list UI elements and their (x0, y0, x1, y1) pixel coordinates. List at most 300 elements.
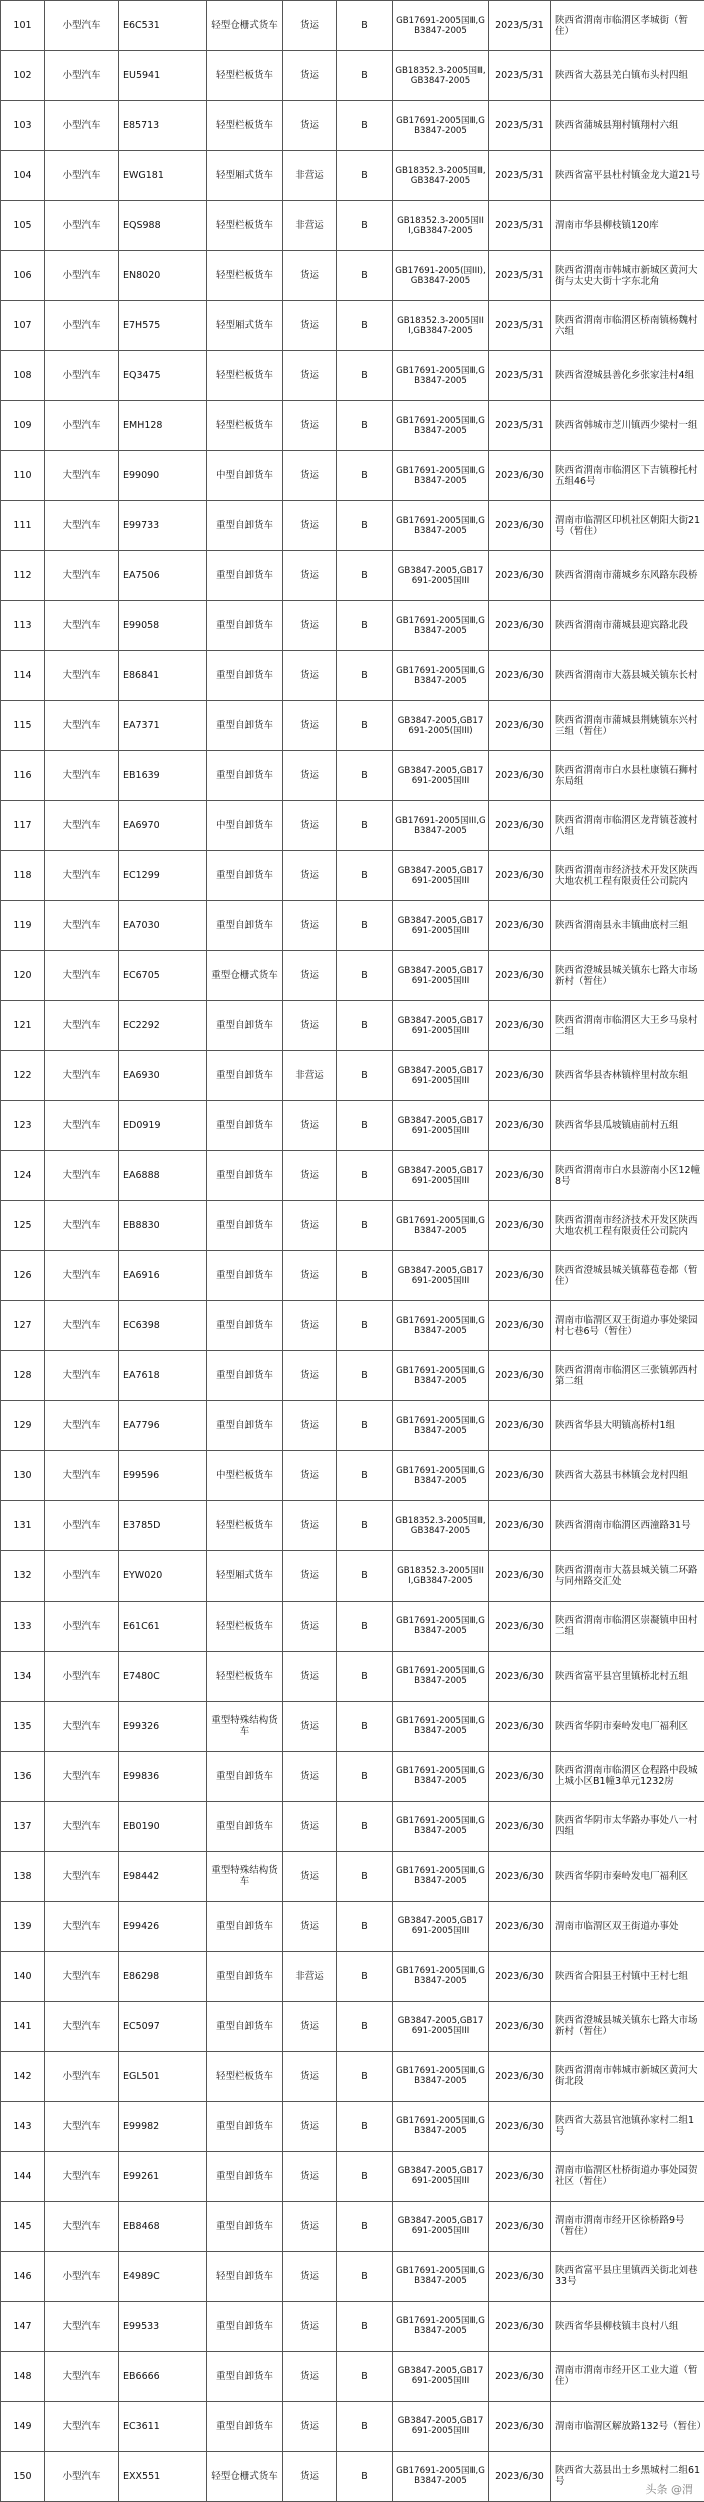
address-cell: 陕西省澄城县善化乡张家洼村4组 (551, 351, 704, 401)
vehicle-type-cell: 重型自卸货车 (207, 1751, 283, 1801)
vehicle-type-cell: 重型自卸货车 (207, 1901, 283, 1951)
plate-number-cell: EYW020 (119, 1551, 207, 1601)
vehicle-type-cell: 重型自卸货车 (207, 2151, 283, 2201)
license-class-cell: B (337, 1551, 393, 1601)
date-cell: 2023/6/30 (489, 1651, 551, 1701)
row-number-cell: 123 (1, 1101, 45, 1151)
emission-standard-cell: GB17691-2005国Ⅲ,GB3847-2005 (393, 2251, 489, 2301)
row-number-cell: 129 (1, 1401, 45, 1451)
vehicle-type-cell: 重型自卸货车 (207, 2001, 283, 2051)
date-cell: 2023/6/30 (489, 1701, 551, 1751)
date-cell: 2023/6/30 (489, 1201, 551, 1251)
emission-standard-cell: GB18352.3-2005国Ⅲ,GB3847-2005 (393, 51, 489, 101)
plate-number-cell: EN8020 (119, 251, 207, 301)
row-number-cell: 137 (1, 1801, 45, 1851)
vehicle-class-cell: 大型汽车 (45, 1801, 119, 1851)
usage-cell: 货运 (283, 1, 337, 51)
license-class-cell: B (337, 701, 393, 751)
row-number-cell: 130 (1, 1451, 45, 1501)
date-cell: 2023/6/30 (489, 751, 551, 801)
table-row (1, 1151, 704, 1201)
vehicle-class-cell: 小型汽车 (45, 1501, 119, 1551)
vehicle-type-cell: 重型自卸货车 (207, 2201, 283, 2251)
usage-cell: 货运 (283, 501, 337, 551)
vehicle-type-cell: 重型自卸货车 (207, 1001, 283, 1051)
date-cell: 2023/5/31 (489, 51, 551, 101)
table-row (1, 1101, 704, 1151)
row-number-cell: 105 (1, 201, 45, 251)
emission-standard-cell: GB17691-2005(国III),GB3847-2005 (393, 251, 489, 301)
license-class-cell: B (337, 851, 393, 901)
vehicle-class-cell: 大型汽车 (45, 1701, 119, 1751)
vehicle-type-cell: 重型自卸货车 (207, 2401, 283, 2451)
date-cell: 2023/6/30 (489, 901, 551, 951)
row-number-cell: 125 (1, 1201, 45, 1251)
license-class-cell: B (337, 751, 393, 801)
table-row (1, 951, 704, 1001)
plate-number-cell: EU5941 (119, 51, 207, 101)
vehicle-type-cell: 轻型栏板货车 (207, 401, 283, 451)
address-cell: 陕西省华阴市太华路办事处八一村四组 (551, 1801, 704, 1851)
row-number-cell: 128 (1, 1351, 45, 1401)
vehicle-class-cell: 大型汽车 (45, 2401, 119, 2451)
vehicle-class-cell: 大型汽车 (45, 801, 119, 851)
date-cell: 2023/6/30 (489, 851, 551, 901)
vehicle-type-cell: 重型自卸货车 (207, 1401, 283, 1451)
date-cell: 2023/5/31 (489, 201, 551, 251)
date-cell: 2023/6/30 (489, 1001, 551, 1051)
row-number-cell: 133 (1, 1601, 45, 1651)
table-row (1, 1901, 704, 1951)
emission-standard-cell: GB17691-2005国Ⅲ,GB3847-2005 (393, 401, 489, 451)
license-class-cell: B (337, 1251, 393, 1301)
table-row (1, 1951, 704, 2001)
vehicle-type-cell: 中型自卸货车 (207, 451, 283, 501)
emission-standard-cell: GB17691-2005国Ⅲ,GB3847-2005 (393, 2051, 489, 2101)
emission-standard-cell: GB18352.3-2005国Ⅲ,GB3847-2005 (393, 151, 489, 201)
vehicle-type-cell: 重型自卸货车 (207, 851, 283, 901)
license-class-cell: B (337, 2251, 393, 2301)
vehicle-type-cell: 轻型厢式货车 (207, 151, 283, 201)
address-cell: 陕西省渭南市临渭区大王乡马泉村二组 (551, 1001, 704, 1051)
usage-cell: 货运 (283, 2401, 337, 2451)
usage-cell: 货运 (283, 751, 337, 801)
license-class-cell: B (337, 1701, 393, 1751)
vehicle-type-cell: 重型特殊结构货车 (207, 1701, 283, 1751)
usage-cell: 货运 (283, 1001, 337, 1051)
address-cell: 陕西省渭南市经济技术开发区陕西大地农机工程有限责任公司院内 (551, 1201, 704, 1251)
plate-number-cell: EB6666 (119, 2351, 207, 2401)
vehicle-class-cell: 小型汽车 (45, 301, 119, 351)
vehicle-type-cell: 轻型栏板货车 (207, 51, 283, 101)
license-class-cell: B (337, 2401, 393, 2451)
license-class-cell: B (337, 1901, 393, 1951)
vehicle-class-cell: 大型汽车 (45, 851, 119, 901)
vehicle-type-cell: 轻型自卸货车 (207, 2251, 283, 2301)
plate-number-cell: EC6705 (119, 951, 207, 1001)
emission-standard-cell: GB18352.3-2005国Ⅲ,GB3847-2005 (393, 1501, 489, 1551)
table-row (1, 51, 704, 101)
table-row (1, 551, 704, 601)
usage-cell: 货运 (283, 1351, 337, 1401)
vehicle-class-cell: 大型汽车 (45, 951, 119, 1001)
table-row (1, 751, 704, 801)
emission-standard-cell: GB3847-2005,GB17691-2005国III (393, 951, 489, 1001)
usage-cell: 货运 (283, 301, 337, 351)
vehicle-type-cell: 重型自卸货车 (207, 1801, 283, 1851)
address-cell: 陕西省渭南市大荔县城关镇二环路与同州路交汇处 (551, 1551, 704, 1601)
address-cell: 陕西省渭南市蒲城县荆姚镇东兴村三组（暂住） (551, 701, 704, 751)
table-row (1, 601, 704, 651)
vehicle-type-cell: 轻型仓栅式货车 (207, 1, 283, 51)
row-number-cell: 108 (1, 351, 45, 401)
license-class-cell: B (337, 1401, 393, 1451)
license-class-cell: B (337, 2201, 393, 2251)
plate-number-cell: E86298 (119, 1951, 207, 2001)
table-row (1, 351, 704, 401)
vehicle-class-cell: 小型汽车 (45, 1551, 119, 1601)
license-class-cell: B (337, 651, 393, 701)
license-class-cell: B (337, 201, 393, 251)
date-cell: 2023/6/30 (489, 601, 551, 651)
emission-standard-cell: GB17691-2005国Ⅲ,GB3847-2005 (393, 1, 489, 51)
usage-cell: 货运 (283, 1751, 337, 1801)
table-row (1, 1501, 704, 1551)
row-number-cell: 111 (1, 501, 45, 551)
date-cell: 2023/6/30 (489, 1401, 551, 1451)
table-row (1, 251, 704, 301)
usage-cell: 货运 (283, 1251, 337, 1301)
vehicle-type-cell: 重型自卸货车 (207, 551, 283, 601)
vehicle-class-cell: 小型汽车 (45, 2451, 119, 2501)
row-number-cell: 143 (1, 2101, 45, 2151)
plate-number-cell: EA7618 (119, 1351, 207, 1401)
address-cell: 陕西省渭南市临渭区西潼路31号 (551, 1501, 704, 1551)
date-cell: 2023/6/30 (489, 1601, 551, 1651)
license-class-cell: B (337, 1801, 393, 1851)
plate-number-cell: E86841 (119, 651, 207, 701)
date-cell: 2023/6/30 (489, 1801, 551, 1851)
emission-standard-cell: GB17691-2005国Ⅲ,GB3847-2005 (393, 651, 489, 701)
address-cell: 陕西省华县瓜坡镇庙前村五组 (551, 1101, 704, 1151)
emission-standard-cell: GB3847-2005,GB17691-2005国III (393, 751, 489, 801)
vehicle-class-cell: 大型汽车 (45, 1301, 119, 1351)
date-cell: 2023/6/30 (489, 2101, 551, 2151)
usage-cell: 非营运 (283, 1051, 337, 1101)
license-class-cell: B (337, 2151, 393, 2201)
emission-standard-cell: GB3847-2005,GB17691-2005国III (393, 2201, 489, 2251)
vehicle-class-cell: 大型汽车 (45, 1151, 119, 1201)
usage-cell: 非营运 (283, 201, 337, 251)
table-row (1, 501, 704, 551)
vehicle-type-cell: 重型自卸货车 (207, 751, 283, 801)
license-class-cell: B (337, 1, 393, 51)
emission-standard-cell: GB3847-2005,GB17691-2005国III (393, 1251, 489, 1301)
vehicle-type-cell: 轻型栏板货车 (207, 251, 283, 301)
emission-standard-cell: GB17691-2005国Ⅲ,GB3847-2005 (393, 1851, 489, 1901)
date-cell: 2023/6/30 (489, 701, 551, 751)
date-cell: 2023/6/30 (489, 1501, 551, 1551)
license-class-cell: B (337, 451, 393, 501)
license-class-cell: B (337, 551, 393, 601)
date-cell: 2023/5/31 (489, 301, 551, 351)
address-cell: 陕西省华县柳枝镇丰良村八组 (551, 2301, 704, 2351)
address-cell: 渭南市临渭区印机社区朝阳大街21号（暂住） (551, 501, 704, 551)
row-number-cell: 110 (1, 451, 45, 501)
address-cell: 陕西省富平县宫里镇桥北村五组 (551, 1651, 704, 1701)
emission-standard-cell: GB3847-2005,GB17691-2005国III (393, 2351, 489, 2401)
vehicle-class-cell: 大型汽车 (45, 1901, 119, 1951)
emission-standard-cell: GB17691-2005国Ⅲ,GB3847-2005 (393, 2301, 489, 2351)
license-class-cell: B (337, 1201, 393, 1251)
vehicle-class-cell: 大型汽车 (45, 501, 119, 551)
vehicle-type-cell: 中型自卸货车 (207, 801, 283, 851)
address-cell: 渭南市临渭区杜桥街道办事处园贺社区（暂住） (551, 2151, 704, 2201)
usage-cell: 货运 (283, 351, 337, 401)
table-row (1, 101, 704, 151)
table-row (1, 2301, 704, 2351)
row-number-cell: 144 (1, 2151, 45, 2201)
date-cell: 2023/6/30 (489, 1851, 551, 1901)
address-cell: 陕西省渭南市临渭区龙背镇苍渡村八组 (551, 801, 704, 851)
date-cell: 2023/6/30 (489, 1101, 551, 1151)
address-cell: 陕西省大荔县官池镇孙家村二组1号 (551, 2101, 704, 2151)
emission-standard-cell: GB3847-2005,GB17691-2005国III (393, 1901, 489, 1951)
plate-number-cell: EC3611 (119, 2401, 207, 2451)
row-number-cell: 102 (1, 51, 45, 101)
vehicle-type-cell: 轻型栏板货车 (207, 1501, 283, 1551)
emission-standard-cell: GB17691-2005国Ⅲ,GB3847-2005 (393, 101, 489, 151)
vehicle-class-cell: 小型汽车 (45, 351, 119, 401)
address-cell: 陕西省渭南市临渭区下吉镇穆托村五组46号 (551, 451, 704, 501)
vehicle-class-cell: 大型汽车 (45, 2101, 119, 2151)
date-cell: 2023/6/30 (489, 2151, 551, 2201)
vehicle-class-cell: 小型汽车 (45, 1651, 119, 1701)
row-number-cell: 117 (1, 801, 45, 851)
address-cell: 渭南市渭南市经开区工业大道（暂住） (551, 2351, 704, 2401)
address-cell: 陕西省渭南县永丰镇曲底村三组 (551, 901, 704, 951)
usage-cell: 货运 (283, 1851, 337, 1901)
emission-standard-cell: GB17691-2005国Ⅲ,GB3847-2005 (393, 1301, 489, 1351)
vehicle-class-cell: 大型汽车 (45, 2001, 119, 2051)
usage-cell: 货运 (283, 2051, 337, 2101)
plate-number-cell: EC6398 (119, 1301, 207, 1351)
usage-cell: 货运 (283, 1651, 337, 1701)
license-class-cell: B (337, 151, 393, 201)
date-cell: 2023/6/30 (489, 951, 551, 1001)
plate-number-cell: EA6970 (119, 801, 207, 851)
address-cell: 陕西省渭南市蒲城县迎宾路北段 (551, 601, 704, 651)
date-cell: 2023/5/31 (489, 351, 551, 401)
emission-standard-cell: GB17691-2005国Ⅲ,GB3847-2005 (393, 2101, 489, 2151)
emission-standard-cell: GB17691-2005国Ⅲ,GB3847-2005 (393, 501, 489, 551)
vehicle-type-cell: 重型自卸货车 (207, 2101, 283, 2151)
plate-number-cell: EGL501 (119, 2051, 207, 2101)
license-class-cell: B (337, 1451, 393, 1501)
row-number-cell: 131 (1, 1501, 45, 1551)
address-cell: 陕西省渭南市大荔县城关镇东长村 (551, 651, 704, 701)
usage-cell: 货运 (283, 2451, 337, 2501)
row-number-cell: 141 (1, 2001, 45, 2051)
date-cell: 2023/6/30 (489, 2201, 551, 2251)
vehicle-type-cell: 重型自卸货车 (207, 2301, 283, 2351)
usage-cell: 货运 (283, 901, 337, 951)
emission-standard-cell: GB17691-2005国Ⅲ,GB3847-2005 (393, 351, 489, 401)
plate-number-cell: EA6930 (119, 1051, 207, 1101)
emission-standard-cell: GB3847-2005,GB17691-2005国III (393, 851, 489, 901)
plate-number-cell: EC5097 (119, 2001, 207, 2051)
usage-cell: 货运 (283, 701, 337, 751)
row-number-cell: 127 (1, 1301, 45, 1351)
row-number-cell: 149 (1, 2401, 45, 2451)
emission-standard-cell: GB3847-2005,GB17691-2005国III (393, 551, 489, 601)
table-row (1, 851, 704, 901)
table-body (1, 1, 704, 2502)
address-cell: 渭南市临渭区解放路132号（暂住） (551, 2401, 704, 2451)
date-cell: 2023/6/30 (489, 501, 551, 551)
emission-standard-cell: GB3847-2005,GB17691-2005国III (393, 2001, 489, 2051)
vehicle-class-cell: 小型汽车 (45, 251, 119, 301)
vehicle-class-cell: 大型汽车 (45, 1001, 119, 1051)
table-row (1, 1651, 704, 1701)
usage-cell: 货运 (283, 1301, 337, 1351)
address-cell: 陕西省渭南市白水县游南小区12幢8号 (551, 1151, 704, 1201)
row-number-cell: 118 (1, 851, 45, 901)
vehicle-class-cell: 大型汽车 (45, 651, 119, 701)
emission-standard-cell: GB18352.3-2005国III,GB3847-2005 (393, 301, 489, 351)
row-number-cell: 119 (1, 901, 45, 951)
plate-number-cell: EA7030 (119, 901, 207, 951)
emission-standard-cell: GB17691-2005国Ⅲ,GB3847-2005 (393, 1701, 489, 1751)
address-cell: 陕西省华阴市秦岭发电厂福利区 (551, 1851, 704, 1901)
license-class-cell: B (337, 251, 393, 301)
plate-number-cell: E99090 (119, 451, 207, 501)
vehicle-type-cell: 重型自卸货车 (207, 1951, 283, 2001)
address-cell: 陕西省富平县庄里镇西关街北刘巷33号 (551, 2251, 704, 2301)
emission-standard-cell: GB17691-2005国Ⅲ,GB3847-2005 (393, 1751, 489, 1801)
date-cell: 2023/6/30 (489, 451, 551, 501)
address-cell: 陕西省华县大明镇高桥村1组 (551, 1401, 704, 1451)
table-row (1, 2251, 704, 2301)
usage-cell: 货运 (283, 1401, 337, 1451)
address-cell: 陕西省华县杏林镇梓里村故东组 (551, 1051, 704, 1101)
emission-standard-cell: GB3847-2005,GB17691-2005国III (393, 1151, 489, 1201)
table-row (1, 901, 704, 951)
emission-standard-cell: GB17691-2005国Ⅲ,GB3847-2005 (393, 451, 489, 501)
table-row (1, 2451, 704, 2501)
address-cell: 陕西省合阳县王村镇中王村七组 (551, 1951, 704, 2001)
plate-number-cell: E4989C (119, 2251, 207, 2301)
vehicle-class-cell: 小型汽车 (45, 401, 119, 451)
license-class-cell: B (337, 51, 393, 101)
address-cell: 陕西省澄城县城关镇东七路大市场新村（暂住） (551, 2001, 704, 2051)
license-class-cell: B (337, 901, 393, 951)
vehicle-type-cell: 重型自卸货车 (207, 1051, 283, 1101)
vehicle-type-cell: 重型自卸货车 (207, 701, 283, 751)
usage-cell: 货运 (283, 1501, 337, 1551)
license-class-cell: B (337, 1501, 393, 1551)
emission-standard-cell: GB17691-2005国Ⅲ,GB3847-2005 (393, 601, 489, 651)
license-class-cell: B (337, 301, 393, 351)
row-number-cell: 139 (1, 1901, 45, 1951)
usage-cell: 货运 (283, 1601, 337, 1651)
plate-number-cell: E3785D (119, 1501, 207, 1551)
vehicle-type-cell: 轻型厢式货车 (207, 301, 283, 351)
emission-standard-cell: GB3847-2005,GB17691-2005国III (393, 2151, 489, 2201)
emission-standard-cell: GB18352.3-2005国III,GB3847-2005 (393, 1551, 489, 1601)
plate-number-cell: EA7371 (119, 701, 207, 751)
plate-number-cell: E99426 (119, 1901, 207, 1951)
vehicle-type-cell: 重型特殊结构货车 (207, 1851, 283, 1901)
row-number-cell: 115 (1, 701, 45, 751)
address-cell: 陕西省大荔县羌白镇布头村四组 (551, 51, 704, 101)
plate-number-cell: E99982 (119, 2101, 207, 2151)
plate-number-cell: EWG181 (119, 151, 207, 201)
emission-standard-cell: GB17691-2005国Ⅲ,GB3847-2005 (393, 1651, 489, 1701)
emission-standard-cell: GB17691-2005国Ⅲ,GB3847-2005 (393, 1451, 489, 1501)
row-number-cell: 132 (1, 1551, 45, 1601)
vehicle-type-cell: 轻型栏板货车 (207, 1651, 283, 1701)
vehicle-class-cell: 大型汽车 (45, 1451, 119, 1501)
usage-cell: 货运 (283, 2101, 337, 2151)
emission-standard-cell: GB3847-2005,GB17691-2005(国III) (393, 701, 489, 751)
row-number-cell: 135 (1, 1701, 45, 1751)
plate-number-cell: ED0919 (119, 1101, 207, 1151)
usage-cell: 货运 (283, 1151, 337, 1201)
row-number-cell: 140 (1, 1951, 45, 2001)
address-cell: 渭南市临渭区双王街道办事处梁园村七巷6号（暂住） (551, 1301, 704, 1351)
row-number-cell: 109 (1, 401, 45, 451)
license-class-cell: B (337, 351, 393, 401)
usage-cell: 货运 (283, 251, 337, 301)
row-number-cell: 104 (1, 151, 45, 201)
table-row (1, 1551, 704, 1601)
vehicle-class-cell: 大型汽车 (45, 1401, 119, 1451)
usage-cell: 货运 (283, 1551, 337, 1601)
license-class-cell: B (337, 501, 393, 551)
license-class-cell: B (337, 1351, 393, 1401)
emission-standard-cell: GB17691-2005国Ⅲ,GB3847-2005 (393, 1351, 489, 1401)
plate-number-cell: E99058 (119, 601, 207, 651)
emission-standard-cell: GB17691-2005国Ⅲ,GB3847-2005 (393, 2451, 489, 2501)
row-number-cell: 116 (1, 751, 45, 801)
table-row (1, 2201, 704, 2251)
row-number-cell: 146 (1, 2251, 45, 2301)
date-cell: 2023/6/30 (489, 1551, 551, 1601)
usage-cell: 货运 (283, 1101, 337, 1151)
vehicle-class-cell: 大型汽车 (45, 2351, 119, 2401)
vehicle-class-cell: 小型汽车 (45, 201, 119, 251)
table-row (1, 701, 704, 751)
plate-number-cell: E99836 (119, 1751, 207, 1801)
table-row (1, 201, 704, 251)
date-cell: 2023/5/31 (489, 151, 551, 201)
license-class-cell: B (337, 2001, 393, 2051)
plate-number-cell: EMH128 (119, 401, 207, 451)
usage-cell: 货运 (283, 1451, 337, 1501)
table-row (1, 2101, 704, 2151)
vehicle-type-cell: 重型自卸货车 (207, 901, 283, 951)
table-row (1, 301, 704, 351)
date-cell: 2023/6/30 (489, 1901, 551, 1951)
vehicle-class-cell: 小型汽车 (45, 2051, 119, 2101)
table-row (1, 1001, 704, 1051)
table-row (1, 2051, 704, 2101)
usage-cell: 货运 (283, 2201, 337, 2251)
plate-number-cell: E99533 (119, 2301, 207, 2351)
license-class-cell: B (337, 2351, 393, 2401)
emission-standard-cell: GB3847-2005,GB17691-2005国III (393, 901, 489, 951)
